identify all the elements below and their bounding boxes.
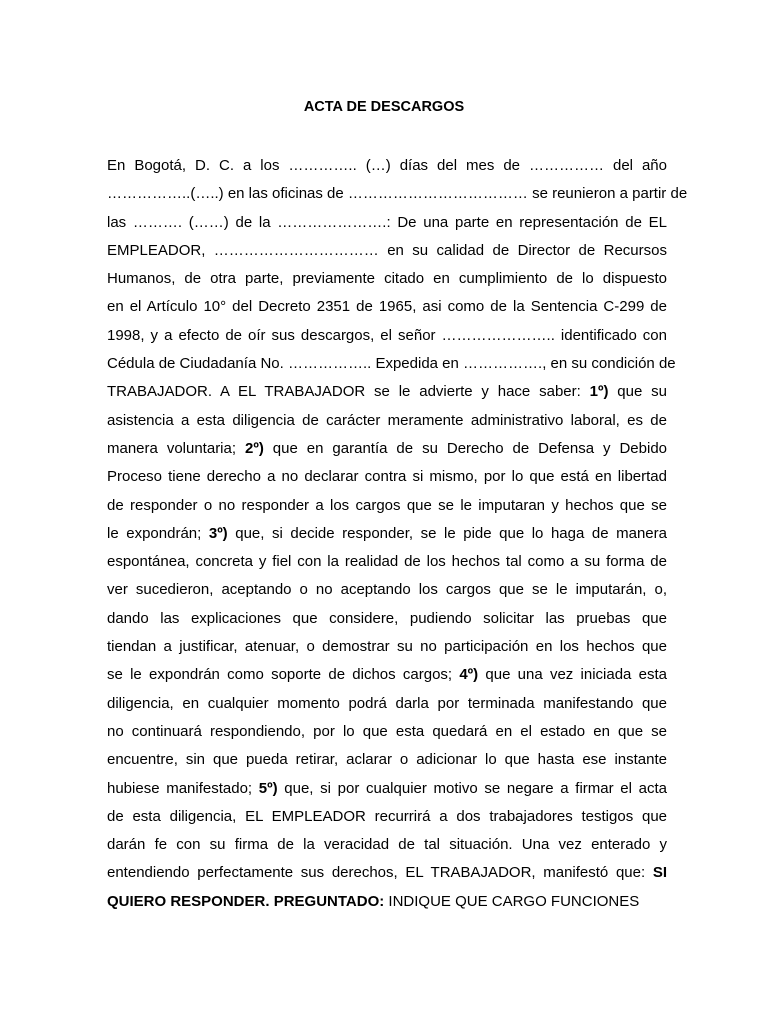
body-line: ver sucedieron, aceptando o no aceptando los cargos que se le imputarán, o, <box>107 581 667 599</box>
clause-number-4: 4º) <box>459 666 479 684</box>
body-line <box>107 888 667 916</box>
body-line: Cédula de Ciudadanía No. …………….. Expedida en ……………., en su condición de <box>107 355 676 373</box>
body-text-segment: se le expondrán como soporte de dichos cargos; <box>107 666 460 684</box>
body-line: en el Artículo 10° del Decreto 2351 de 1965, asi como de la Sentencia C-299 de <box>107 298 667 316</box>
body-line: En Bogotá, D. C. a los ………….. (…) días del mes de …………… del año <box>107 157 667 174</box>
body-line: Humanos, de otra parte, previamente citado en cumplimiento de lo dispuesto <box>107 270 667 288</box>
body-line: diligencia, en cualquier momento podrá darla por terminada manifestando que <box>107 694 667 712</box>
body-line: 1998, y a efecto de oír sus descargos, el señor ………………….. identificado con <box>107 326 667 344</box>
body-line <box>107 661 667 689</box>
document-title: ACTA DE DESCARGOS <box>303 99 465 115</box>
document-body <box>107 152 688 916</box>
body-text-segment: hubiese manifestado; <box>107 779 259 797</box>
clause-number-5: 5º) <box>258 779 278 797</box>
body-line <box>107 859 667 887</box>
body-line: asistencia a esta diligencia de carácter meramente administrativo laboral, es de <box>107 411 667 429</box>
body-line <box>107 435 667 463</box>
body-line: tiendan a justificar, atenuar, o demostrar su no participación en los hechos que <box>107 638 667 656</box>
body-line: espontánea, concreta y fiel con la realidad de los hechos tal como a su forma de <box>107 553 667 571</box>
body-line: dando las explicaciones que considere, pudiendo solicitar las pruebas que <box>107 609 667 627</box>
body-text-segment: que, si por cualquier motivo se negare a firmar el acta <box>277 779 667 797</box>
body-line: Proceso tiene derecho a no declarar contra si mismo, por lo que está en libertad <box>107 468 667 486</box>
body-text-segment: le expondrán; <box>107 524 209 542</box>
body-line <box>107 520 667 548</box>
body-line: ……………..(…..) en las oficinas de ……………………………… se reunieron a partir de <box>107 185 688 203</box>
body-line: encuentre, sin que pueda retirar, aclarar o adicionar lo que hasta ese instante <box>107 751 667 769</box>
answer-bold-text: SI <box>652 864 667 882</box>
body-line <box>107 378 667 406</box>
body-line: darán fe con su firma de la veracidad de tal situación. Una vez enterado y <box>107 836 667 854</box>
body-line: de esta diligencia, EL EMPLEADOR recurrirá a dos trabajadores testigos que <box>107 807 667 825</box>
body-text-segment: TRABAJADOR. A EL TRABAJADOR se le advierte y hace saber: <box>107 383 590 401</box>
body-text-segment: entendiendo perfectamente sus derechos, EL TRABAJADOR, manifestó que: <box>107 864 653 882</box>
clause-number-2: 2º) <box>245 439 264 457</box>
question-text: INDIQUE QUE CARGO FUNCIONES <box>384 892 640 910</box>
body-line <box>107 775 667 803</box>
answer-bold-text: QUIERO RESPONDER. PREGUNTADO: <box>107 892 385 910</box>
clause-number-3: 3º) <box>208 524 228 542</box>
body-line: de responder o no responder a los cargos que se le imputaran y hechos que se <box>107 496 667 514</box>
body-text-segment: que en garantía de su Derecho de Defensa y Debido <box>263 439 667 457</box>
body-text-segment: que una vez iniciada esta <box>478 666 667 684</box>
clause-number-1: 1º) <box>589 383 609 401</box>
body-line: las ………. (……) de la ………………….: De una parte en representación de EL <box>107 213 667 231</box>
body-text-segment: que su <box>608 383 667 401</box>
body-text-segment: manera voluntaria; <box>107 439 245 457</box>
body-line: EMPLEADOR, …………………………… en su calidad de Director de Recursos <box>107 241 667 259</box>
body-line: no continuará respondiendo, por lo que esta quedará en el estado en que se <box>107 722 667 740</box>
body-text-segment: que, si decide responder, se le pide que lo haga de manera <box>227 524 667 542</box>
